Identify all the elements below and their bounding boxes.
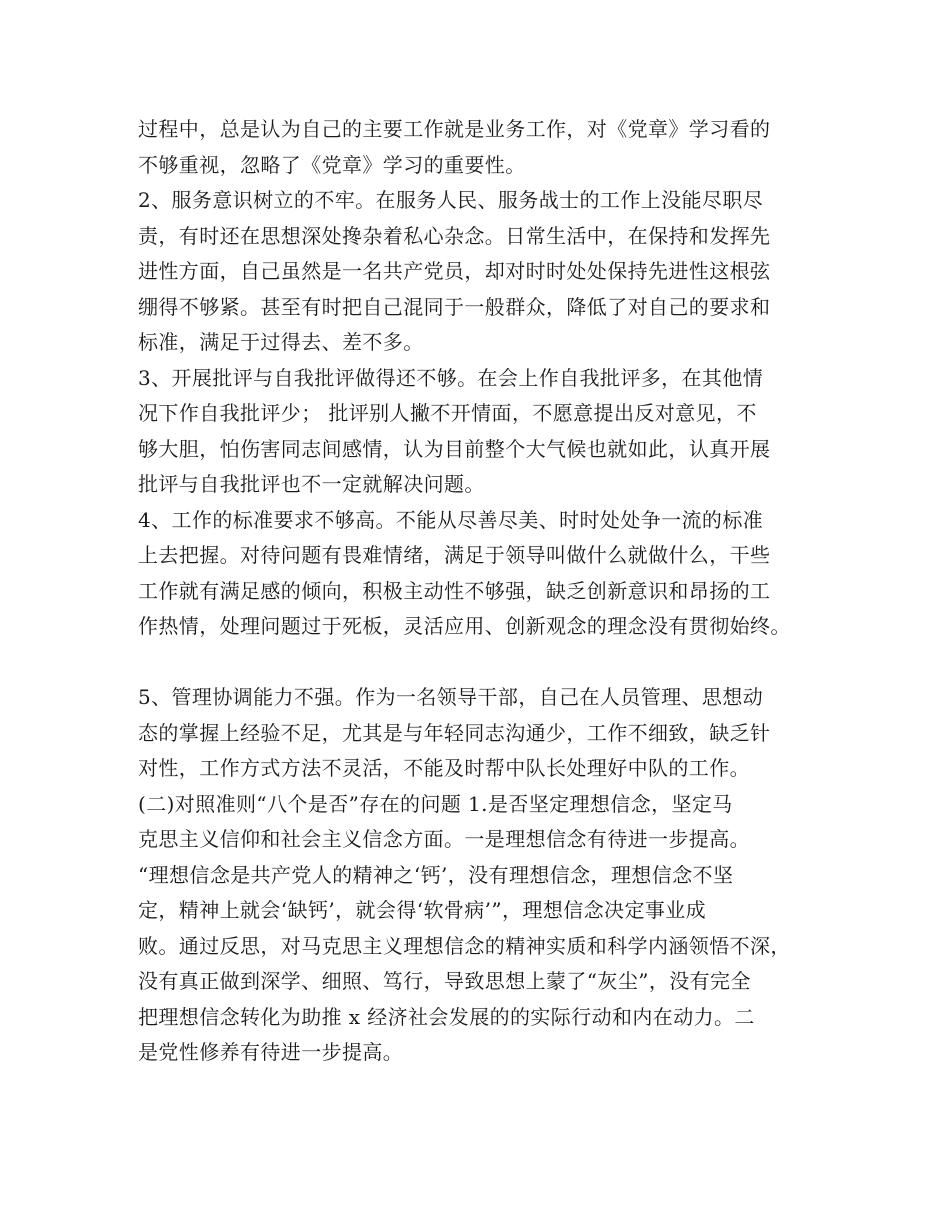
text-line: 败。通过反思，对马克思主义理想信念的精神实质和科学内涵领悟不深， xyxy=(138,933,791,958)
text-line: 作热情，处理问题过于死板，灵活应用、创新观念的理念没有贯彻始终。 xyxy=(138,614,791,638)
text-line: 够大胆，怕伤害同志间感情，认为目前整个大气候也就如此，认真开展 xyxy=(138,436,771,461)
text-line: (二)对照准则“八个是否”存在的问题 1.是否坚定理想信念，坚定马 xyxy=(138,791,733,816)
text-line: 态的掌握上经验不足，尤其是与年轻同志沟通少，工作不细致，缺乏针 xyxy=(138,720,771,745)
document-body xyxy=(138,112,828,1071)
text-line: 把理想信念转化为助推 x 经济社会发展的的实际行动和内在动力。二 xyxy=(138,1004,755,1029)
text-line: 5、管理协调能力不强。作为一名领导干部，自己在人员管理、思想动 xyxy=(138,685,764,709)
text-line: 是党性修养有待进一步提高。 xyxy=(138,1040,404,1064)
text-line: “理想信念是共产党人的精神之‘钙’，没有理想信念，理想信念不坚 xyxy=(138,862,734,887)
text-line: 批评与自我批评也不一定就解决问题。 xyxy=(138,472,485,496)
text-line: 过程中，总是认为自己的主要工作就是业务工作，对《党章》学习看的 xyxy=(138,117,771,141)
text-line: 4、工作的标准要求不够高。不能从尽善尽美、时时处处争一流的标准 xyxy=(138,507,764,532)
text-line: 标准，满足于过得去、差不多。 xyxy=(138,330,424,354)
text-line: 克思主义信仰和社会主义信念方面。一是理想信念有待进一步提高。 xyxy=(138,827,750,851)
text-line: 绷得不够紧。甚至有时把自己混同于一般群众，降低了对自己的要求和 xyxy=(138,294,771,319)
text-line: 进性方面，自己虽然是一名共产党员，却对时时处处保持先进性这根弦 xyxy=(138,259,771,283)
text-line: 上去把握。对待问题有畏难情绪，满足于领导叫做什么就做什么，干些 xyxy=(138,543,771,567)
text-line: 责，有时还在思想深处搀杂着私心杂念。日常生活中，在保持和发挥先 xyxy=(138,223,771,248)
text-line: 况下作自我批评少； 批评别人撇不开情面，不愿意提出反对意见，不 xyxy=(138,401,757,425)
text-line: 不够重视，忽略了《党章》学习的重要性。 xyxy=(138,152,526,177)
text-line: 没有真正做到深学、细照、笃行，导致思想上蒙了“灰尘”，没有完全 xyxy=(138,969,751,993)
text-line: 定，精神上就会‘缺钙’，就会得‘软骨病’”，理想信念决定事业成 xyxy=(138,898,707,922)
text-line: 3、开展批评与自我批评做得还不够。在会上作自我批评多，在其他情 xyxy=(138,365,764,390)
text-line: 工作就有满足感的倾向，积极主动性不够强，缺乏创新意识和昂扬的工 xyxy=(138,578,771,603)
paragraph-gap xyxy=(138,645,828,681)
text-line: 2、服务意识树立的不牢。在服务人民、服务战士的工作上没能尽职尽 xyxy=(138,188,764,212)
text-line: 对性，工作方式方法不灵活，不能及时帮中队长处理好中队的工作。 xyxy=(138,756,750,780)
